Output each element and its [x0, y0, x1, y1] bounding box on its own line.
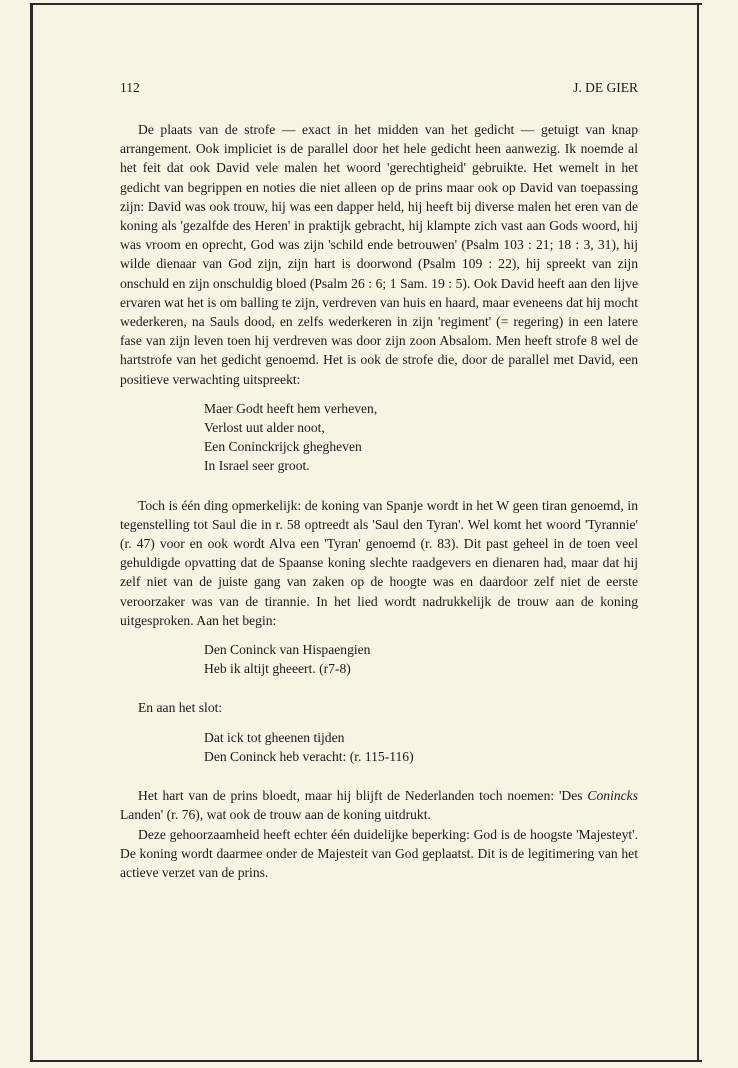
verse-line: In Israel seer groot. — [204, 458, 310, 474]
paragraph: Toch is één ding opmerkelijk: de koning van Spanje wordt in het W geen tiran genoemd, in tegenstelling tot Saul die in r. 58 optreedt als 'Saul den Tyran'. Wel komt het woord 'Tyrannie' (r. 47) voor en ook wordt Alva een 'Tyran' genoemd (r. 83). Dit past geheel in de toen veel gehuldigde opvatting dat de Spaanse koning slechte raadgevers en dienaren had, maar dat hij zelf niet van de juiste gang van zaken op de hoogte was en daardoor zelf niet de eerste veroorzaker was van de tirannie. In het lied wordt nadrukkelijk de trouw aan de koning uitgesproken. Aan het begin: — [120, 497, 638, 628]
paragraph: De plaats van de strofe — exact in het midden van het gedicht — getuigt van knap arrangement. Ook impliciet is de parallel door het hele gedicht heen aanwezig. Ik noemde al het feit dat ook David vele malen het woord 'gerechtigheid' gebruikte. Het wemelt in het gedicht van begrippen en noties die niet alleen op de prins maar ook op David van toepassing zijn: David was ook trouw, hij was een dapper held, hij heeft bij diverse malen het eren van de koning als 'gezalfde des Heren' in praktijk gebracht, hij klampte zich vast aan Gods woord, hij was vroom en oprecht, God was zijn 'schild ende betrouwen' (Psalm 103 : 21; 18 : 3, 31), hij wilde dienaar van God zijn, zijn hart is doorwond (Psalm 109 : 22), hij spreekt van zijn onschuld en zijn onschuldig bloed (Psalm 26 : 6; 1 Sam. 19 : 5). Ook David heeft aan den lijve ervaren wat het is om balling te zijn, verdreven van huis en haard, maar eveneens dat hij mocht wederkeren, na Sauls dood, en zelfs wederkeren in zijn 'regiment' (= regering) in een latere fase van zijn leven toen hij verdreven was door zijn zoon Absalom. Men heeft strofe 8 wel de hartstrofe van het gedicht genoemd. Het is ook de strofe die, door de parallel met David, een positieve verwachting uitspreekt: — [120, 122, 638, 387]
running-header — [120, 80, 638, 96]
verse-line: Verlost uut alder noot, — [204, 420, 325, 436]
page-border-top — [30, 3, 702, 5]
verse-line: Een Coninckrijck ghegheven — [204, 439, 362, 455]
verse-line: Den Coninck van Hispaengien — [204, 642, 371, 658]
verse-line: Heb ik altijt gheeert. (r7-8) — [204, 661, 351, 677]
page-border-bottom — [30, 1060, 702, 1062]
page-number: 112 — [120, 80, 140, 95]
text-run: Landen' (r. 76), wat ook de trouw aan de koning uitdrukt. — [120, 807, 431, 823]
paragraph: En aan het slot: — [138, 700, 223, 716]
paragraph: Deze gehoorzaamheid heeft echter één duidelijke beperking: God is de hoogste 'Majesteyt'. De koning wordt daarmee onder de Majesteit van God geplaatst. Dit is de legitimering van het actieve verzet van de prins. — [120, 826, 638, 880]
verse-line: Maer Godt heeft hem verheven, — [204, 400, 378, 416]
paragraph — [120, 786, 638, 824]
verse-quote — [204, 399, 638, 476]
page-border-right — [697, 3, 699, 1061]
page-border-left — [30, 3, 33, 1061]
body-text — [120, 120, 638, 882]
italic-term: Conincks — [587, 788, 638, 804]
verse-line: Dat ick tot gheenen tijden — [204, 729, 345, 745]
running-head-author: J. DE GIER — [573, 80, 638, 95]
verse-line: Den Coninck heb veracht: (r. 115-116) — [204, 748, 414, 764]
text-run: Het hart van de prins bloedt, maar hij blijft de Nederlanden toch noemen: 'Des — [138, 788, 588, 804]
verse-quote — [204, 640, 638, 678]
verse-quote — [204, 728, 638, 766]
